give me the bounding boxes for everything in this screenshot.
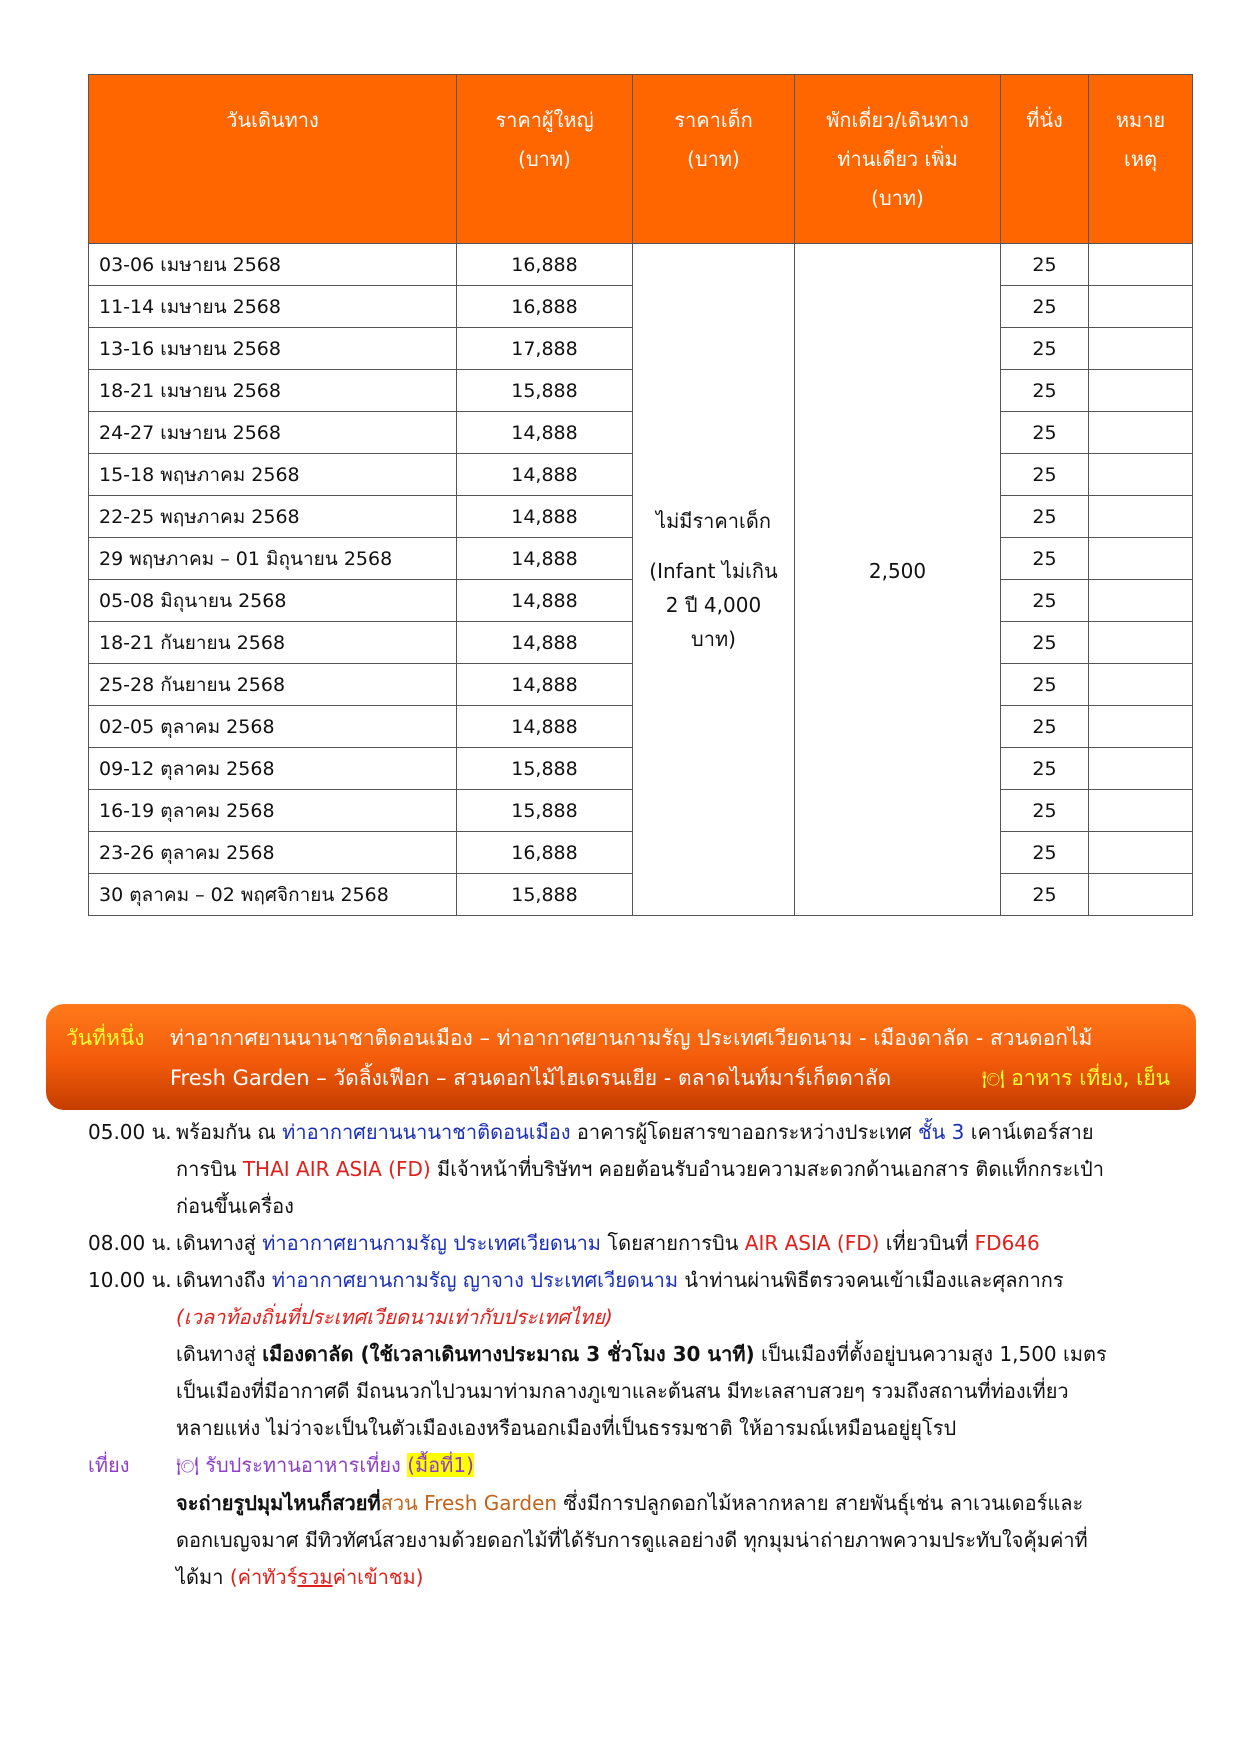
cell-adult-price: 14,888 xyxy=(457,622,633,664)
floor-label: ชั้น 3 xyxy=(918,1120,965,1144)
fee-note: (ค่าทัวร์รวมค่าเข้าชม) xyxy=(229,1565,424,1589)
cell-adult-price: 16,888 xyxy=(457,286,633,328)
cell-seats: 25 xyxy=(1001,412,1089,454)
cell-seats: 25 xyxy=(1001,538,1089,580)
cell-seats: 25 xyxy=(1001,454,1089,496)
child-note-line2: (Infant ไม่เกิน xyxy=(649,558,778,583)
cell-remark xyxy=(1089,790,1193,832)
destination-airport: ท่าอากาศยานกามรัญ ประเทศเวียดนาม xyxy=(262,1231,601,1255)
cell-date: 13-16 เมษายน 2568 xyxy=(89,328,457,370)
cell-adult-price: 16,888 xyxy=(457,244,633,286)
entry-description: 🍽 รับประทานอาหารเที่ยง (มื้อที่1) จะถ่ายรูปมุมไหนก็สวยที่สวน Fresh Garden ซึ่งมีการปลูกดอกไม้หลากหลาย สายพันธุ์เช่น ลาเวนเดอร์และ ดอกเบญจมาศ มีทิวทัศน์สวยงามด้วยดอกไม้ที่ได้รับการดูแลอย่างดี ทุกมุมน่าถ่ายภาพความประทับใจคุ้มค่าที่ ได้มา (ค่าทัวร์รวมค่าเข้าชม) xyxy=(176,1453,1088,1589)
cell-adult-price: 14,888 xyxy=(457,706,633,748)
cell-date: 15-18 พฤษภาคม 2568 xyxy=(89,454,457,496)
itinerary-entry xyxy=(88,1225,1168,1262)
cell-adult-price: 14,888 xyxy=(457,454,633,496)
cell-seats: 25 xyxy=(1001,874,1089,916)
day-label: วันที่หนึ่ง xyxy=(66,1026,145,1050)
price-table xyxy=(88,74,1193,916)
cell-date: 29 พฤษภาคม – 01 มิถุนายน 2568 xyxy=(89,538,457,580)
itinerary-entry xyxy=(88,1114,1168,1225)
entry-description: พร้อมกัน ณ ท่าอากาศยานนานาชาติดอนเมือง อาคารผู้โดยสารขาออกระหว่างประเทศ ชั้น 3 เคาน์เตอร์สาย การบิน THAI AIR ASIA (FD) มีเจ้าหน้าที่บริษัทฯ คอยต้อนรับอำนวยความสะดวกด้านเอกสาร ติดแท็กกระเป๋า ก่อนขึ้นเครื่อง xyxy=(176,1120,1104,1218)
cell-seats: 25 xyxy=(1001,244,1089,286)
entry-description: เดินทางสู่ ท่าอากาศยานกามรัญ ประเทศเวียดนาม โดยสายการบิน AIR ASIA (FD) เที่ยวบินที่ FD646 xyxy=(176,1231,1040,1255)
cell-date: 16-19 ตุลาคม 2568 xyxy=(89,790,457,832)
header-date: วันเดินทาง xyxy=(89,75,457,244)
cell-adult-price: 14,888 xyxy=(457,496,633,538)
table-header-row xyxy=(89,75,1193,244)
lunch-line: 🍽 รับประทานอาหารเที่ยง (มื้อที่1) xyxy=(176,1453,474,1477)
cell-remark xyxy=(1089,664,1193,706)
cell-adult-price: 15,888 xyxy=(457,874,633,916)
cell-child-price xyxy=(633,244,795,916)
flight-number: FD646 xyxy=(974,1231,1040,1255)
cell-seats: 25 xyxy=(1001,328,1089,370)
header-adult-price: ราคาผู้ใหญ่ (บาท) xyxy=(457,75,633,244)
meal-icon: 🍽 xyxy=(176,1456,199,1477)
cell-adult-price: 15,888 xyxy=(457,790,633,832)
cell-seats: 25 xyxy=(1001,496,1089,538)
entry-time: 05.00 น. xyxy=(88,1120,172,1144)
cell-date: 24-27 เมษายน 2568 xyxy=(89,412,457,454)
airport-name: ท่าอากาศยานนานาชาติดอนเมือง xyxy=(282,1120,571,1144)
table-row xyxy=(89,244,1193,286)
child-note-line4: บาท) xyxy=(691,626,736,651)
cell-adult-price: 14,888 xyxy=(457,538,633,580)
cell-remark xyxy=(1089,412,1193,454)
cell-remark xyxy=(1089,496,1193,538)
cell-seats: 25 xyxy=(1001,622,1089,664)
cell-seats: 25 xyxy=(1001,286,1089,328)
entry-time: 10.00 น. xyxy=(88,1268,172,1292)
cell-date: 18-21 เมษายน 2568 xyxy=(89,370,457,412)
meal-number: (มื้อที่1) xyxy=(407,1453,474,1477)
airline-name: THAI AIR ASIA (FD) xyxy=(242,1157,431,1181)
entry-time: 08.00 น. xyxy=(88,1231,172,1255)
header-child-price: ราคาเด็ก (บาท) xyxy=(633,75,795,244)
cell-adult-price: 16,888 xyxy=(457,832,633,874)
cell-adult-price: 14,888 xyxy=(457,664,633,706)
cell-remark xyxy=(1089,706,1193,748)
entry-description: เดินทางถึง ท่าอากาศยานกามรัญ ญาจาง ประเทศเวียดนาม นำท่านผ่านพิธีตรวจคนเข้าเมืองและศุลกากร (เวลาท้องถิ่นที่ประเทศเวียดนามเท่ากับประเทศไทย) เดินทางสู่ เมืองดาลัด (ใช้เวลาเดินทางประมาณ 3 ชั่วโมง 30 นาที) เป็นเมืองที่ตั้งอยู่บนความสูง 1,500 เมตร เป็นเมืองที่มีอากาศดี มีถนนวกไปวนมาท่ามกลางภูเขาและต้นสน มีทะเลสาบสวยๆ รวมถึงสถานที่ท่องเที่ยว หลายแห่ง ไม่ว่าจะเป็นในตัวเมืองเองหรือนอกเมืองที่เป็นธรรมชาติ ให้อารมณ์เหมือนอยู่ยุโรป xyxy=(176,1268,1107,1440)
cell-remark xyxy=(1089,748,1193,790)
cell-date: 03-06 เมษายน 2568 xyxy=(89,244,457,286)
day-meals xyxy=(982,1062,1170,1095)
airline-name: AIR ASIA (FD) xyxy=(744,1231,880,1255)
header-single-supplement: พักเดี่ยว/เดินทาง ท่านเดียว เพิ่ม (บาท) xyxy=(795,75,1001,244)
itinerary-entry xyxy=(88,1262,1168,1447)
garden-highlight: จะถ่ายรูปมุมไหนก็สวยที่ xyxy=(176,1491,381,1515)
entry-time: เที่ยง xyxy=(88,1453,130,1477)
cell-adult-price: 14,888 xyxy=(457,412,633,454)
arrival-airport: ท่าอากาศยานกามรัญ ญาจาง ประเทศเวียดนาม xyxy=(271,1268,678,1292)
day-route-line1: ท่าอากาศยานนานาชาติดอนเมือง – ท่าอากาศยานกามรัญ ประเทศเวียดนาม - เมืองดาลัด - สวนดอกไม้ xyxy=(170,1026,1093,1050)
cell-adult-price: 14,888 xyxy=(457,580,633,622)
itinerary xyxy=(88,1114,1168,1596)
cell-seats: 25 xyxy=(1001,748,1089,790)
cell-remark xyxy=(1089,580,1193,622)
cell-adult-price: 15,888 xyxy=(457,370,633,412)
cell-remark xyxy=(1089,832,1193,874)
header-seats: ที่นั่ง xyxy=(1001,75,1089,244)
cell-date: 02-05 ตุลาคม 2568 xyxy=(89,706,457,748)
cell-seats: 25 xyxy=(1001,706,1089,748)
cell-seats: 25 xyxy=(1001,664,1089,706)
local-time-note: (เวลาท้องถิ่นที่ประเทศเวียดนามเท่ากับประเทศไทย) xyxy=(176,1305,613,1329)
cell-remark xyxy=(1089,328,1193,370)
cell-date: 23-26 ตุลาคม 2568 xyxy=(89,832,457,874)
cell-remark xyxy=(1089,370,1193,412)
meal-icon: 🍽 xyxy=(981,1069,1005,1090)
itinerary-entry xyxy=(88,1447,1168,1596)
cell-date: 25-28 กันยายน 2568 xyxy=(89,664,457,706)
cell-date: 11-14 เมษายน 2568 xyxy=(89,286,457,328)
dalat-highlight: เมืองดาลัด (ใช้เวลาเดินทางประมาณ 3 ชั่วโมง 30 นาที) xyxy=(262,1342,755,1366)
cell-seats: 25 xyxy=(1001,580,1089,622)
cell-date: 22-25 พฤษภาคม 2568 xyxy=(89,496,457,538)
cell-date: 05-08 มิถุนายน 2568 xyxy=(89,580,457,622)
child-note-line1: ไม่มีราคาเด็ก xyxy=(656,508,771,533)
child-note-line3: 2 ปี 4,000 xyxy=(665,592,762,617)
cell-remark xyxy=(1089,874,1193,916)
cell-remark xyxy=(1089,538,1193,580)
cell-remark xyxy=(1089,244,1193,286)
cell-adult-price: 15,888 xyxy=(457,748,633,790)
cell-adult-price: 17,888 xyxy=(457,328,633,370)
cell-date: 30 ตุลาคม – 02 พฤศจิกายน 2568 xyxy=(89,874,457,916)
day-meals-text: อาหาร เที่ยง, เย็น xyxy=(1011,1066,1170,1090)
cell-date: 18-21 กันยายน 2568 xyxy=(89,622,457,664)
garden-name: สวน Fresh Garden xyxy=(380,1491,558,1515)
cell-seats: 25 xyxy=(1001,370,1089,412)
cell-remark xyxy=(1089,454,1193,496)
single-supplement-value: 2,500 xyxy=(868,558,927,583)
header-remark: หมาย เหตุ xyxy=(1089,75,1193,244)
cell-seats: 25 xyxy=(1001,790,1089,832)
day-one-banner xyxy=(46,1004,1196,1110)
cell-seats: 25 xyxy=(1001,832,1089,874)
cell-date: 09-12 ตุลาคม 2568 xyxy=(89,748,457,790)
day-route-line2: Fresh Garden – วัดลิ้งเฟือก – สวนดอกไม้ไฮเดรนเยีย - ตลาดไนท์มาร์เก็ตดาลัด xyxy=(170,1066,892,1090)
cell-remark xyxy=(1089,286,1193,328)
cell-remark xyxy=(1089,622,1193,664)
cell-single-supplement xyxy=(795,244,1001,916)
